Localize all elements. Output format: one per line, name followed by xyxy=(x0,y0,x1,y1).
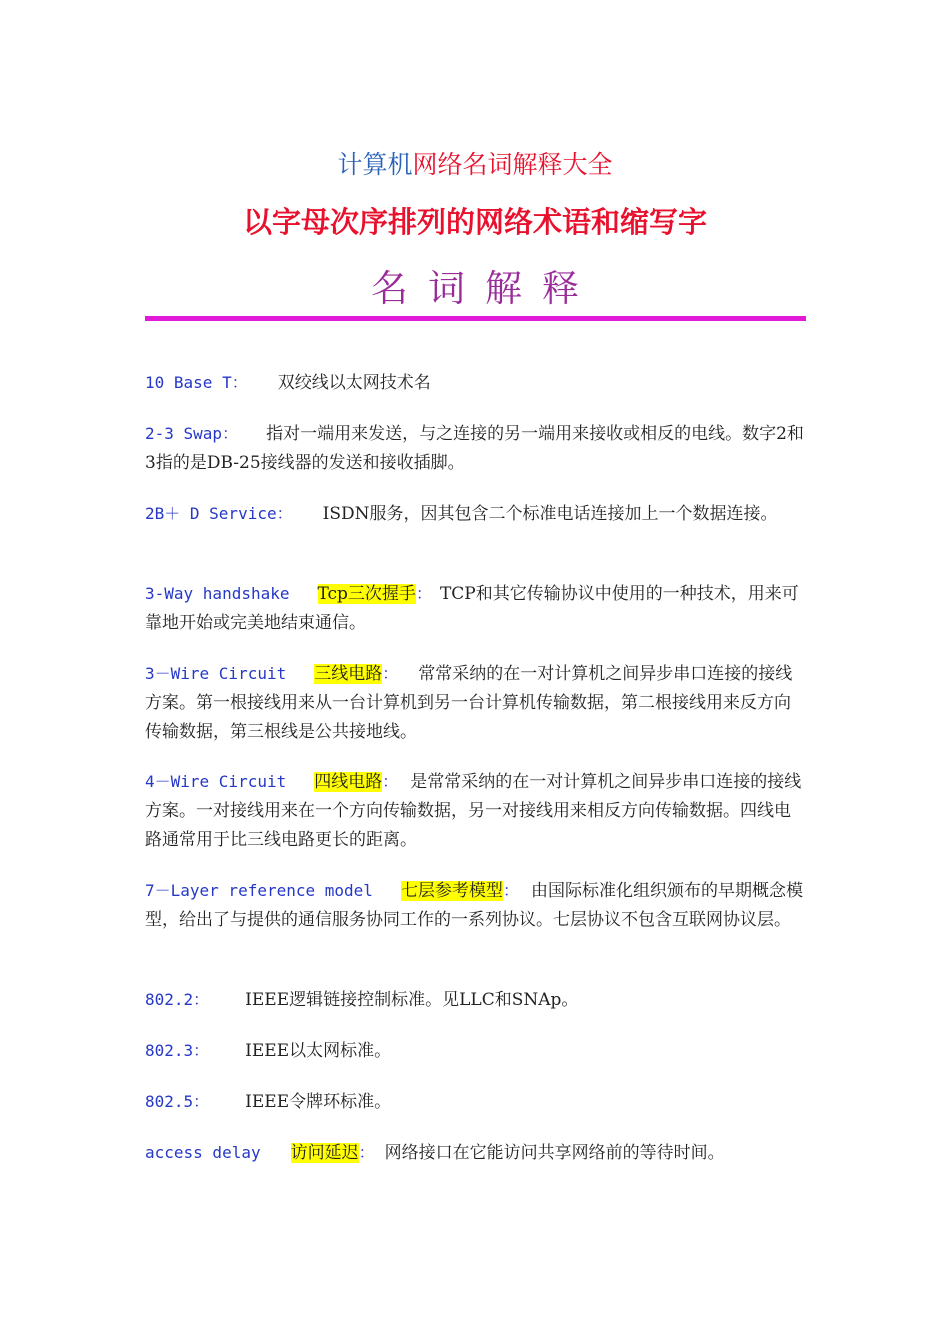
glossary-entry-3-way-handshake xyxy=(145,579,807,638)
entry-definition: IEEE逻辑链接控制标准。见LLC和SNAp。 xyxy=(245,990,579,1010)
section-heading: 名词解释 xyxy=(371,267,599,310)
glossary-entry-2-3-swap xyxy=(145,419,807,478)
glossary-entry-2b-d-service xyxy=(145,499,807,529)
entry-colon: ： xyxy=(358,1143,375,1162)
entry-colon: ： xyxy=(382,664,399,683)
entry-term: 4－Wire Circuit xyxy=(145,772,287,791)
heading-divider xyxy=(145,316,806,321)
entry-definition: 常常采纳的在一对计算机之间异步串口连接的接线方案。第一根接线用来从一台计算机到另一台计算机传输数据，第二根接线用来反方向传输数据，第三根线是公共接地线。 xyxy=(145,664,793,742)
title-part-1: 计算机 xyxy=(337,150,413,179)
entry-term: 802.3： xyxy=(145,1041,210,1060)
glossary-entry-802-2 xyxy=(145,985,807,1015)
entry-definition: 是常常采纳的在一对计算机之间异步串口连接的接线方案。一对接线用来在一个方向传输数据，另一对接线用来相反方向传输数据。四线电路通常用于比三线电路更长的距离。 xyxy=(145,772,802,850)
entry-term: 3－Wire Circuit xyxy=(145,664,287,683)
entry-term: 7－Layer reference model xyxy=(145,881,373,900)
glossary-entry-access-delay xyxy=(145,1138,807,1168)
document-title xyxy=(0,146,950,184)
entry-highlight: Tcp三次握手 xyxy=(317,584,416,604)
entry-definition: IEEE以太网标准。 xyxy=(245,1041,392,1061)
entry-term: 802.2： xyxy=(145,990,210,1009)
entry-term: 802.5： xyxy=(145,1092,210,1111)
glossary-entry-7-layer-reference-model xyxy=(145,876,807,935)
document-subtitle: 以字母次序排列的网络术语和缩写字 xyxy=(242,205,707,239)
entry-definition: 由国际标准化组织颁布的早期概念模型，给出了与提供的通信服务协同工作的一系列协议。七层协议不包含互联网协议层。 xyxy=(145,881,803,930)
glossary-entry-802-3 xyxy=(145,1036,807,1066)
entry-colon: ： xyxy=(502,881,519,900)
entry-definition: ISDN服务，因其包含二个标准电话连接加上一个数据连接。 xyxy=(322,504,778,524)
entry-term: access delay xyxy=(145,1143,261,1162)
entry-highlight: 三线电路 xyxy=(314,664,383,684)
entry-definition: TCP和其它传输协议中使用的一种技术，用来可靠地开始或完美地结束通信。 xyxy=(145,584,799,633)
entry-definition: 网络接口在它能访问共享网络前的等待时间。 xyxy=(384,1143,725,1163)
entry-definition: IEEE令牌环标准。 xyxy=(245,1092,392,1112)
entry-definition: 指对一端用来发送，与之连接的另一端用来接收或相反的电线。数字2和3指的是DB-25接线器的发送和接收插脚。 xyxy=(145,424,804,473)
glossary-entry-4-wire-circuit xyxy=(145,767,807,855)
entry-term: 2-3 Swap： xyxy=(145,424,239,443)
glossary-entry-10-base-t xyxy=(145,368,807,398)
entry-term: 10 Base T： xyxy=(145,373,248,392)
glossary-entry-3-wire-circuit xyxy=(145,659,807,747)
entry-highlight: 七层参考模型 xyxy=(400,881,503,901)
entry-highlight: 访问延迟 xyxy=(290,1143,359,1163)
title-part-2: 网络名词解释大全 xyxy=(412,150,613,179)
entry-term: 3-Way handshake xyxy=(145,584,290,603)
entry-highlight: 四线电路 xyxy=(314,772,383,792)
entry-term: 2B＋ D Service： xyxy=(145,504,293,523)
entry-definition: 双绞线以太网技术名 xyxy=(277,373,431,393)
entry-colon: ： xyxy=(382,772,399,791)
entry-colon: ： xyxy=(415,584,432,603)
glossary-entry-802-5 xyxy=(145,1087,807,1117)
